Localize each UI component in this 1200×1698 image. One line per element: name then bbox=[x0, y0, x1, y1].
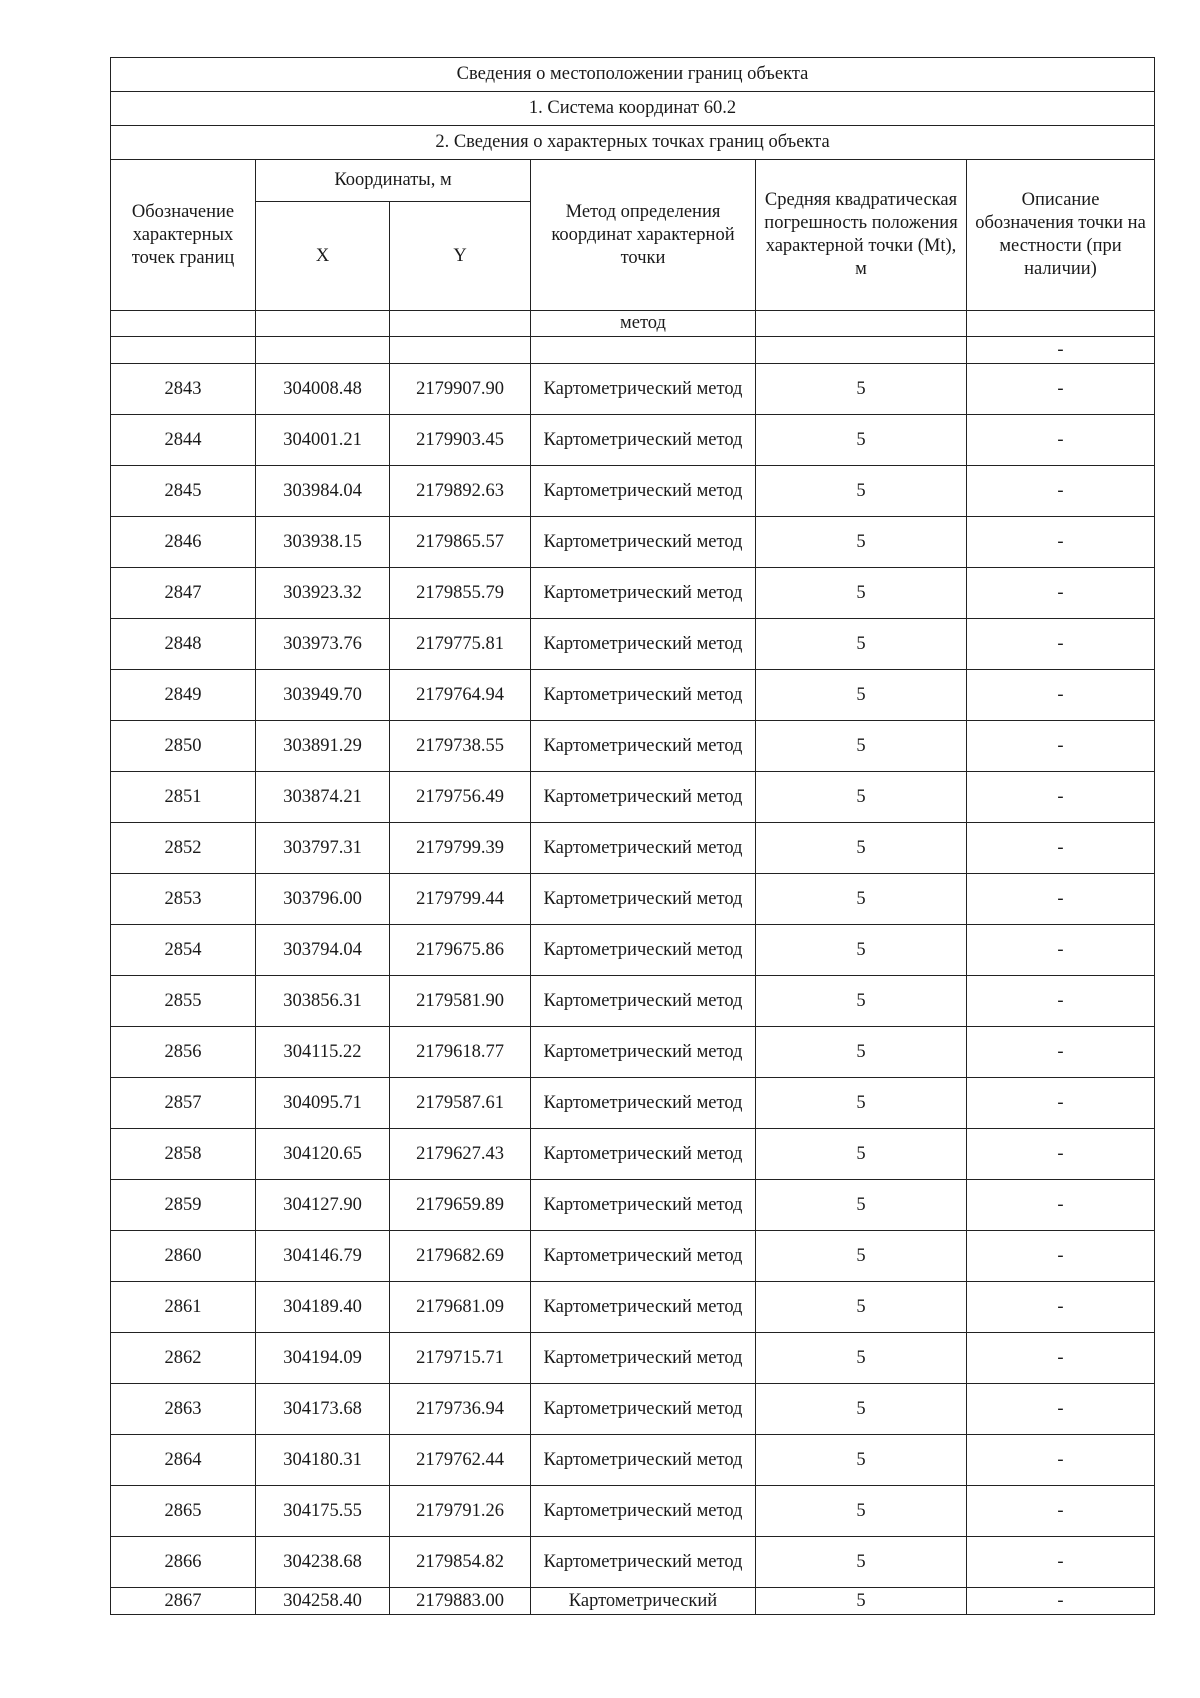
cell-description: - bbox=[967, 1282, 1155, 1333]
cell-point-id: 2844 bbox=[111, 415, 256, 466]
cell-point-id: 2856 bbox=[111, 1027, 256, 1078]
cell-method: Картометрический метод bbox=[531, 1180, 756, 1231]
cell-method: Картометрический метод bbox=[531, 364, 756, 415]
header-description: Описание обозначения точки на местности (при наличии) bbox=[967, 160, 1155, 311]
cell-y: 2179883.00 bbox=[390, 1588, 531, 1615]
cell-y: 2179682.69 bbox=[390, 1231, 531, 1282]
header-row-1 bbox=[111, 160, 1155, 202]
cell-method: Картометрический метод bbox=[531, 874, 756, 925]
cell-empty bbox=[111, 337, 256, 364]
cell-method: Картометрический метод bbox=[531, 1078, 756, 1129]
table-row bbox=[111, 517, 1155, 568]
cell-y: 2179715.71 bbox=[390, 1333, 531, 1384]
cell-mt: 5 bbox=[756, 415, 967, 466]
cell-mt: 5 bbox=[756, 1333, 967, 1384]
table-row bbox=[111, 1333, 1155, 1384]
cell-y: 2179618.77 bbox=[390, 1027, 531, 1078]
cell-point-id: 2843 bbox=[111, 364, 256, 415]
cell-mt: 5 bbox=[756, 1078, 967, 1129]
cell-method-continued: метод bbox=[531, 311, 756, 337]
cell-y: 2179738.55 bbox=[390, 721, 531, 772]
cell-empty bbox=[390, 311, 531, 337]
cell-x: 304001.21 bbox=[256, 415, 390, 466]
cell-x: 303984.04 bbox=[256, 466, 390, 517]
cell-x: 304115.22 bbox=[256, 1027, 390, 1078]
section-title: 2. Сведения о характерных точках границ объекта bbox=[111, 126, 1155, 160]
cell-x: 304008.48 bbox=[256, 364, 390, 415]
cell-y: 2179865.57 bbox=[390, 517, 531, 568]
cell-point-id: 2846 bbox=[111, 517, 256, 568]
cell-method: Картометрический метод bbox=[531, 1231, 756, 1282]
cell-empty bbox=[256, 337, 390, 364]
cell-point-id: 2858 bbox=[111, 1129, 256, 1180]
cell-mt: 5 bbox=[756, 1129, 967, 1180]
cell-x: 304194.09 bbox=[256, 1333, 390, 1384]
cell-description: - bbox=[967, 1435, 1155, 1486]
cell-x: 303856.31 bbox=[256, 976, 390, 1027]
cell-point-id: 2860 bbox=[111, 1231, 256, 1282]
cell-mt: 5 bbox=[756, 1588, 967, 1615]
cell-point-id: 2857 bbox=[111, 1078, 256, 1129]
cell-mt: 5 bbox=[756, 364, 967, 415]
cell-mt: 5 bbox=[756, 1231, 967, 1282]
cell-mt: 5 bbox=[756, 874, 967, 925]
table-row bbox=[111, 364, 1155, 415]
cell-mt: 5 bbox=[756, 1282, 967, 1333]
cell-x: 303938.15 bbox=[256, 517, 390, 568]
cell-description: - bbox=[967, 517, 1155, 568]
cell-method: Картометрический метод bbox=[531, 1435, 756, 1486]
cell-method: Картометрический метод bbox=[531, 772, 756, 823]
cell-point-id: 2851 bbox=[111, 772, 256, 823]
cell-mt: 5 bbox=[756, 1435, 967, 1486]
cell-mt: 5 bbox=[756, 721, 967, 772]
cell-mt: 5 bbox=[756, 772, 967, 823]
cell-description: - bbox=[967, 976, 1155, 1027]
table-row bbox=[111, 1537, 1155, 1588]
cell-point-id: 2845 bbox=[111, 466, 256, 517]
cell-point-id: 2862 bbox=[111, 1333, 256, 1384]
cell-point-id: 2865 bbox=[111, 1486, 256, 1537]
cell-empty bbox=[390, 337, 531, 364]
cell-method: Картометрический метод bbox=[531, 721, 756, 772]
cell-description: - bbox=[967, 466, 1155, 517]
cell-description: - bbox=[967, 823, 1155, 874]
cell-point-id: 2849 bbox=[111, 670, 256, 721]
header-designation: Обозначение характерных точек границ bbox=[111, 160, 256, 311]
cell-x: 304180.31 bbox=[256, 1435, 390, 1486]
cell-y: 2179756.49 bbox=[390, 772, 531, 823]
cell-method: Картометрический метод bbox=[531, 619, 756, 670]
cell-mt: 5 bbox=[756, 619, 967, 670]
cell-description: - bbox=[967, 619, 1155, 670]
cell-y: 2179659.89 bbox=[390, 1180, 531, 1231]
cell-y: 2179762.44 bbox=[390, 1435, 531, 1486]
cell-point-id: 2852 bbox=[111, 823, 256, 874]
cell-x: 303949.70 bbox=[256, 670, 390, 721]
cell-description: - bbox=[967, 721, 1155, 772]
cell-description: - bbox=[967, 568, 1155, 619]
cell-x: 304120.65 bbox=[256, 1129, 390, 1180]
table-row bbox=[111, 619, 1155, 670]
cell-x: 304173.68 bbox=[256, 1384, 390, 1435]
cell-x: 304095.71 bbox=[256, 1078, 390, 1129]
cell-method: Картометрический метод bbox=[531, 1537, 756, 1588]
cell-method: Картометрический bbox=[531, 1588, 756, 1615]
cell-x: 303923.32 bbox=[256, 568, 390, 619]
cell-description: - bbox=[967, 1129, 1155, 1180]
table-row bbox=[111, 1078, 1155, 1129]
cell-y: 2179903.45 bbox=[390, 415, 531, 466]
table-row bbox=[111, 415, 1155, 466]
cell-empty bbox=[256, 311, 390, 337]
table-row bbox=[111, 721, 1155, 772]
header-coordinates: Координаты, м bbox=[256, 160, 531, 202]
table-row bbox=[111, 1486, 1155, 1537]
table-title: Сведения о местоположении границ объекта bbox=[111, 58, 1155, 92]
cell-empty bbox=[967, 311, 1155, 337]
cell-description: - bbox=[967, 1537, 1155, 1588]
cell-description-continued: - bbox=[967, 337, 1155, 364]
table-row bbox=[111, 925, 1155, 976]
coordinate-system-row bbox=[111, 92, 1155, 126]
cell-y: 2179892.63 bbox=[390, 466, 531, 517]
table-row bbox=[111, 1231, 1155, 1282]
cell-y: 2179581.90 bbox=[390, 976, 531, 1027]
coordinate-system: 1. Система координат 60.2 bbox=[111, 92, 1155, 126]
table-row bbox=[111, 976, 1155, 1027]
cell-description: - bbox=[967, 1078, 1155, 1129]
cell-x: 304175.55 bbox=[256, 1486, 390, 1537]
cell-point-id: 2855 bbox=[111, 976, 256, 1027]
cell-x: 303794.04 bbox=[256, 925, 390, 976]
cell-mt: 5 bbox=[756, 1027, 967, 1078]
cell-point-id: 2864 bbox=[111, 1435, 256, 1486]
cell-mt: 5 bbox=[756, 976, 967, 1027]
cell-mt: 5 bbox=[756, 925, 967, 976]
cell-x: 303874.21 bbox=[256, 772, 390, 823]
table-row bbox=[111, 568, 1155, 619]
cell-x: 304258.40 bbox=[256, 1588, 390, 1615]
cell-method: Картометрический метод bbox=[531, 670, 756, 721]
table-row bbox=[111, 874, 1155, 925]
cell-empty bbox=[531, 337, 756, 364]
cell-x: 303891.29 bbox=[256, 721, 390, 772]
table-row bbox=[111, 1129, 1155, 1180]
cell-description: - bbox=[967, 415, 1155, 466]
cell-description: - bbox=[967, 364, 1155, 415]
cell-description: - bbox=[967, 1231, 1155, 1282]
cell-method: Картометрический метод bbox=[531, 1333, 756, 1384]
cell-y: 2179799.44 bbox=[390, 874, 531, 925]
cell-x: 303796.00 bbox=[256, 874, 390, 925]
table-row bbox=[111, 772, 1155, 823]
table-row bbox=[111, 466, 1155, 517]
table-row bbox=[111, 823, 1155, 874]
cell-description: - bbox=[967, 1333, 1155, 1384]
cell-mt: 5 bbox=[756, 1537, 967, 1588]
cell-y: 2179681.09 bbox=[390, 1282, 531, 1333]
cell-y: 2179855.79 bbox=[390, 568, 531, 619]
cell-method: Картометрический метод bbox=[531, 1027, 756, 1078]
cell-description: - bbox=[967, 670, 1155, 721]
cell-y: 2179627.43 bbox=[390, 1129, 531, 1180]
cell-method: Картометрический метод bbox=[531, 976, 756, 1027]
cell-mt: 5 bbox=[756, 1486, 967, 1537]
table-row bbox=[111, 1180, 1155, 1231]
cell-x: 304238.68 bbox=[256, 1537, 390, 1588]
cell-empty bbox=[111, 311, 256, 337]
cell-method: Картометрический метод bbox=[531, 1384, 756, 1435]
cell-mt: 5 bbox=[756, 568, 967, 619]
cell-y: 2179791.26 bbox=[390, 1486, 531, 1537]
cell-y: 2179854.82 bbox=[390, 1537, 531, 1588]
cell-x: 303797.31 bbox=[256, 823, 390, 874]
cell-empty bbox=[756, 311, 967, 337]
cell-method: Картометрический метод bbox=[531, 823, 756, 874]
cell-method: Картометрический метод bbox=[531, 1282, 756, 1333]
cell-description: - bbox=[967, 1384, 1155, 1435]
cell-method: Картометрический метод bbox=[531, 517, 756, 568]
cell-x: 303973.76 bbox=[256, 619, 390, 670]
header-error: Средняя квадратическая погрешность положения характерной точки (Mt), м bbox=[756, 160, 967, 311]
table-row bbox=[111, 1282, 1155, 1333]
cell-description: - bbox=[967, 1180, 1155, 1231]
cell-description: - bbox=[967, 1027, 1155, 1078]
header-x: X bbox=[256, 202, 390, 311]
cell-point-id: 2861 bbox=[111, 1282, 256, 1333]
cell-point-id: 2863 bbox=[111, 1384, 256, 1435]
cell-method: Картометрический метод bbox=[531, 415, 756, 466]
section-title-row bbox=[111, 126, 1155, 160]
cell-point-id: 2867 bbox=[111, 1588, 256, 1615]
cell-description: - bbox=[967, 1588, 1155, 1615]
table-row bbox=[111, 670, 1155, 721]
cell-y: 2179907.90 bbox=[390, 364, 531, 415]
cell-description: - bbox=[967, 925, 1155, 976]
cell-mt: 5 bbox=[756, 1180, 967, 1231]
cell-y: 2179764.94 bbox=[390, 670, 531, 721]
cell-point-id: 2854 bbox=[111, 925, 256, 976]
cell-method: Картометрический метод bbox=[531, 568, 756, 619]
table-row bbox=[111, 1588, 1155, 1615]
cell-point-id: 2850 bbox=[111, 721, 256, 772]
cell-description: - bbox=[967, 772, 1155, 823]
header-method: Метод определения координат характерной точки bbox=[531, 160, 756, 311]
cell-point-id: 2847 bbox=[111, 568, 256, 619]
table-title-row bbox=[111, 58, 1155, 92]
cell-mt: 5 bbox=[756, 1384, 967, 1435]
cell-point-id: 2853 bbox=[111, 874, 256, 925]
cell-point-id: 2859 bbox=[111, 1180, 256, 1231]
cell-empty bbox=[756, 337, 967, 364]
cell-mt: 5 bbox=[756, 466, 967, 517]
cell-x: 304189.40 bbox=[256, 1282, 390, 1333]
continued-row-method bbox=[111, 311, 1155, 337]
cell-x: 304146.79 bbox=[256, 1231, 390, 1282]
cell-method: Картометрический метод bbox=[531, 466, 756, 517]
cell-mt: 5 bbox=[756, 670, 967, 721]
continued-row-description bbox=[111, 337, 1155, 364]
cell-x: 304127.90 bbox=[256, 1180, 390, 1231]
cell-y: 2179587.61 bbox=[390, 1078, 531, 1129]
cell-y: 2179675.86 bbox=[390, 925, 531, 976]
cell-description: - bbox=[967, 874, 1155, 925]
header-y: Y bbox=[390, 202, 531, 311]
cell-point-id: 2848 bbox=[111, 619, 256, 670]
table-row bbox=[111, 1384, 1155, 1435]
cell-mt: 5 bbox=[756, 517, 967, 568]
table-row bbox=[111, 1435, 1155, 1486]
cell-y: 2179799.39 bbox=[390, 823, 531, 874]
table-row bbox=[111, 1027, 1155, 1078]
cell-method: Картометрический метод bbox=[531, 925, 756, 976]
cell-point-id: 2866 bbox=[111, 1537, 256, 1588]
cell-description: - bbox=[967, 1486, 1155, 1537]
cell-mt: 5 bbox=[756, 823, 967, 874]
cell-y: 2179775.81 bbox=[390, 619, 531, 670]
boundary-points-table bbox=[110, 57, 1155, 1615]
cell-method: Картометрический метод bbox=[531, 1486, 756, 1537]
cell-method: Картометрический метод bbox=[531, 1129, 756, 1180]
cell-y: 2179736.94 bbox=[390, 1384, 531, 1435]
